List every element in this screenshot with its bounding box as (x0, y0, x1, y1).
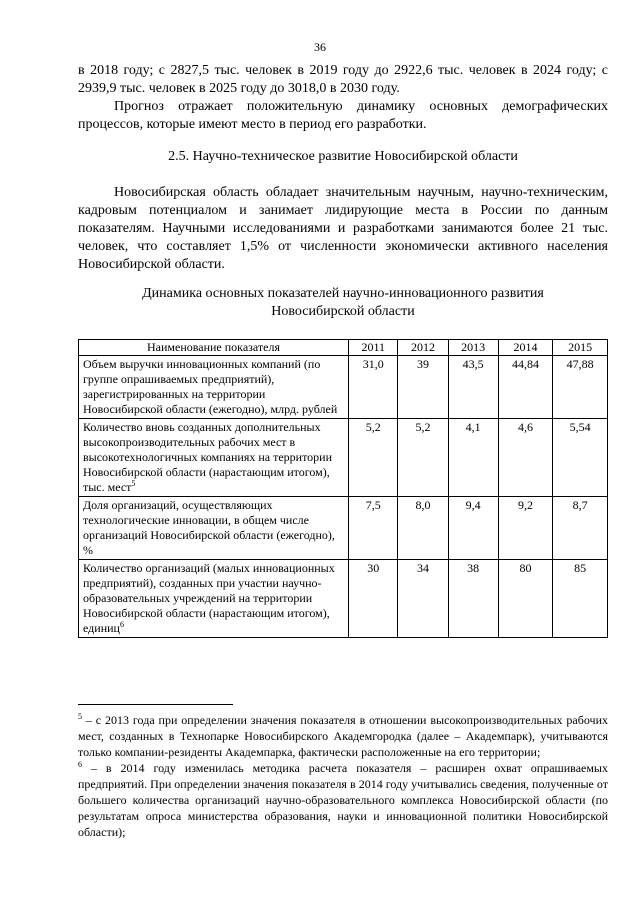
footnote-ref-5: 5 (131, 479, 136, 488)
row-value: 85 (553, 560, 608, 638)
table-title-line-2: Новосибирской области (271, 304, 415, 319)
header-indicator-name: Наименование показателя (79, 340, 349, 356)
section-heading: 2.5. Научно-техническое развитие Новосибирской области (168, 149, 518, 164)
row-value: 30 (349, 560, 398, 638)
row-value: 5,54 (553, 419, 608, 497)
table-header-row (79, 340, 608, 356)
table-row (79, 560, 608, 638)
footnote-ref-6: 6 (119, 620, 124, 629)
row-value: 31,0 (349, 356, 398, 419)
row-value: 44,84 (498, 356, 553, 419)
header-year-2013: 2013 (448, 340, 498, 356)
row-value: 9,2 (498, 497, 553, 560)
row-indicator-name: Количество организаций (малых инновационных предприятий), созданных при участии научно-образовательных учреждений на территории Новосибирской области (нарастающим итогом), единиц (83, 561, 335, 635)
footnote-5-text: – с 2013 года при определении значения показателя в отношении высокопроизводительных рабочих мест, созданных в Технопарке Новосибирского Академгородка (далее – Академпарк), учитываются только компании-резиденты Академпарка, фактически расположенные на его территории; (78, 713, 608, 759)
row-value: 5,2 (398, 419, 448, 497)
footnotes (78, 712, 608, 840)
paragraph-science-potential: Новосибирская область обладает значительным научным, научно-техническим, кадровым потенциалом и занимает лидирующие места в России по данным показателям. Научными исследованиями и разработками занимаются более 21 тыс. человек, что составляет 1,5% от численности экономически активного населения Новосибирской области. (78, 185, 608, 272)
row-value: 8,0 (398, 497, 448, 560)
table-title-line-1: Динамика основных показателей научно-инновационного развития (142, 286, 544, 301)
footnote-mark-6: 6 (78, 760, 82, 769)
header-year-2014: 2014 (498, 340, 553, 356)
footnote-5 (78, 712, 608, 760)
row-indicator-cell (79, 560, 349, 638)
indicators-table (78, 339, 608, 638)
header-year-2011: 2011 (349, 340, 398, 356)
paragraph-forecast-dynamics: Прогноз отражает положительную динамику основных демографических процессов, которые имеют место в период его разработки. (78, 99, 608, 132)
table-row (79, 419, 608, 497)
row-indicator-name: Доля организаций, осуществляющих технологические инновации, в общем числе организаций Новосибирской области (ежегодно), % (79, 497, 349, 560)
paragraph-population-forecast: в 2018 году; с 2827,5 тыс. человек в 2019 году до 2922,6 тыс. человек в 2024 году; с 2939,9 тыс. человек в 2025 году до 3018,0 в 2030 году. (78, 63, 608, 96)
row-value: 7,5 (349, 497, 398, 560)
header-year-2015: 2015 (553, 340, 608, 356)
row-value: 47,88 (553, 356, 608, 419)
row-value: 5,2 (349, 419, 398, 497)
table-title (78, 285, 608, 321)
row-indicator-name: Количество вновь созданных дополнительных высокопроизводительных рабочих мест в высокотехнологичных компаниях на территории Новосибирской области (нарастающим итогом), тыс. мест (83, 420, 333, 494)
row-value: 34 (398, 560, 448, 638)
row-value: 4,1 (448, 419, 498, 497)
table-row (79, 356, 608, 419)
row-value: 80 (498, 560, 553, 638)
header-year-2012: 2012 (398, 340, 448, 356)
row-value: 4,6 (498, 419, 553, 497)
row-value: 9,4 (448, 497, 498, 560)
row-value: 38 (448, 560, 498, 638)
row-value: 43,5 (448, 356, 498, 419)
row-value: 8,7 (553, 497, 608, 560)
page-number: 36 (314, 40, 326, 54)
row-value: 39 (398, 356, 448, 419)
row-indicator-name: Объем выручки инновационных компаний (по группе опрашиваемых предприятий), зарегистрированных на территории Новосибирской области (ежегодно), млрд. рублей (79, 356, 349, 419)
table-row (79, 497, 608, 560)
footnote-6-text: – в 2014 году изменилась методика расчета показателя – расширен охват опрашиваемых предприятий. При определении значения показателя в 2014 году учитывались сведения, полученные от большего количества организаций научно-образовательного комплекса Новосибирской области (по результатам опроса министерства образования, науки и инновационной политики Новосибирской области); (78, 761, 608, 839)
footnote-mark-5: 5 (78, 712, 82, 721)
row-indicator-cell (79, 419, 349, 497)
footnote-separator (78, 704, 233, 705)
footnote-6 (78, 760, 608, 840)
